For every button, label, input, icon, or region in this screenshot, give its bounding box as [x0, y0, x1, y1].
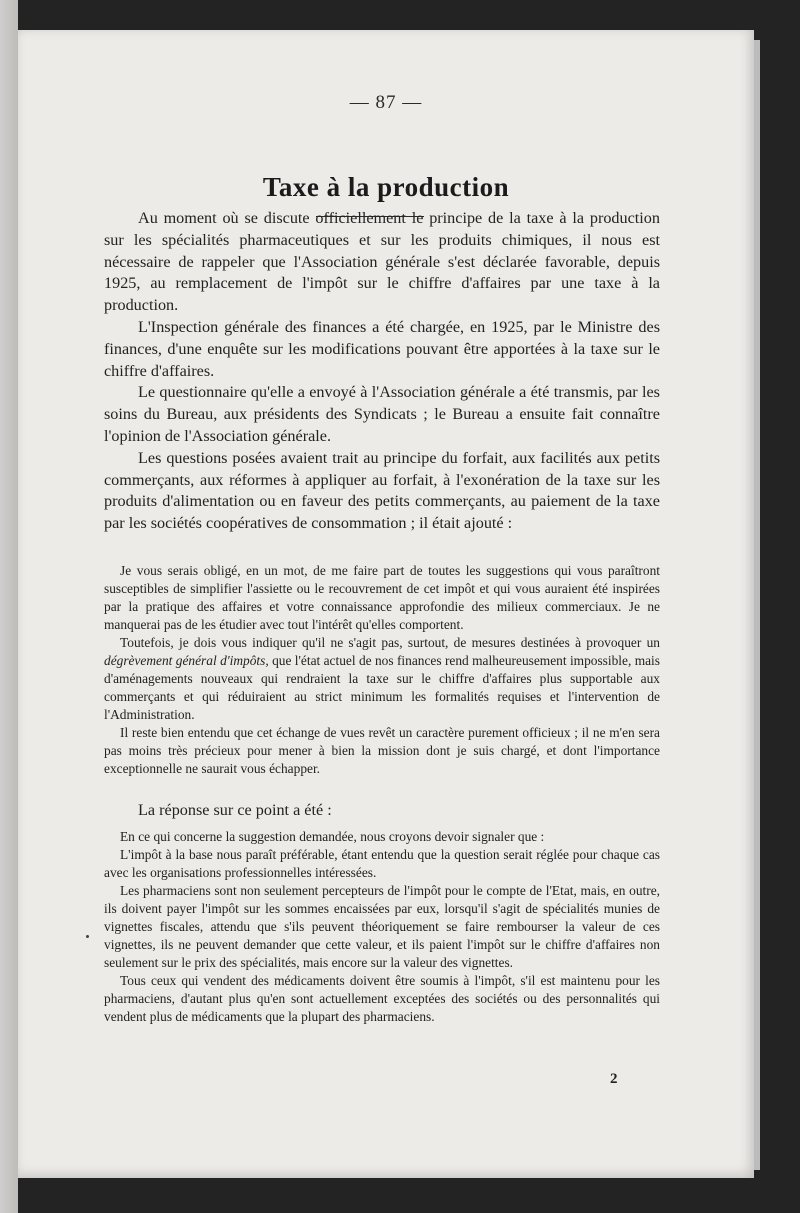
paragraph-4: Les questions posées avaient trait au principe du forfait, aux facilités aux petits commerçants, aux réformes à appliquer au forfait, à l'exonération de la taxe sur les produits d'alimentation ou en faveur des petits commerçants, au paiement de la taxe par les sociétés coopératives de consommation ; il était ajouté :: [104, 448, 660, 533]
scanner-left-edge: [0, 0, 18, 1213]
quote1-p2-end: que l'état actuel de nos finances rend malheureusement impossible, mais d'aménagements nouveaux qui rendraient la taxe sur le chiffre d'affaires plus supportable aux commerçants et qui réduiraient au strict minimum les formalités requises et l'intervention de l'Administration.: [104, 653, 660, 722]
page-number: — 87 —: [349, 92, 423, 113]
quote2-paragraph-1: En ce qui concerne la suggestion demandée, nous croyons devoir signaler que :: [120, 829, 545, 844]
page-edge-shadow: [754, 40, 760, 1170]
answer-intro-block: [104, 800, 660, 822]
quote2-paragraph-4: Tous ceux qui vendent des médicaments doivent être soumis à l'impôt, s'il est maintenu pour les pharmaciens, d'autant plus qu'en sont actuellement exceptées des sociétés ou des personnalités qui vendent plus de médicaments que la plupart des pharmaciens.: [104, 973, 660, 1024]
margin-speck: [86, 935, 89, 938]
document-page: [18, 30, 754, 1178]
answer-intro: La réponse sur ce point a été :: [138, 801, 332, 819]
quote1-p2-italic: dégrèvement général d'impôts,: [104, 653, 269, 668]
quote1-paragraph-3: Il reste bien entendu que cet échange de vues revêt un caractère purement officieux ; il ne m'en sera pas moins très précieux pour mener à bien la mission dont je suis chargé, et dont l'importance exceptionnelle ne saurait vous échapper.: [104, 725, 660, 776]
intro-section: [104, 208, 660, 535]
paragraph-2: L'Inspection générale des finances a été chargée, en 1925, par le Ministre des finances, d'une enquête sur les modifications pouvant être apportées à la taxe sur le chiffre d'affaires.: [104, 317, 660, 380]
quote2-paragraph-2: L'impôt à la base nous paraît préférable, étant entendu que la question serait réglée pour chaque cas avec les organisations professionnelles intéressées.: [104, 847, 660, 880]
answer-quote: [104, 828, 660, 1026]
quote1-paragraph-1: Je vous serais obligé, en un mot, de me faire part de toutes les suggestions qui vous paraîtront susceptibles de simplifier l'assiette ou le recouvrement de cet impôt et qui vous auraient été inspirées par la pratique des affaires et votre connaissance approfondie des milieux commerciaux. Je ne manquerai pas de les étudier avec tout l'intérêt qu'elles comportent.: [104, 563, 660, 632]
page-title: Taxe à la production: [262, 172, 510, 202]
quote1-p2-start: Toutefois, je dois vous indiquer qu'il ne s'agit pas, surtout, de mesures destinées à provoquer un: [120, 635, 660, 650]
paragraph-1: Au moment où se discute officiellement le principe de la taxe à la production sur les spécialités pharmaceutiques et sur les produits chimiques, il nous est nécessaire de rappeler que l'Association générale s'est déclarée favorable, depuis 1925, au remplacement de l'impôt sur le chiffre d'affaires par une taxe à la production.: [104, 209, 660, 315]
quote2-paragraph-3: Les pharmaciens sont non seulement percepteurs de l'impôt pour le compte de l'Etat, mais, en outre, ils doivent payer l'impôt sur les sommes encaissées par eux, lorsqu'il s'agit de spécialités munies de vignettes fiscales, attendu que s'ils peuvent théoriquement se faire rembourser la valeur de ces vignettes, ils ne peuvent demander que cette valeur, et ils paient l'impôt sur le chiffre d'affaires non seulement sur le prix des spécialités, mais encore sur la valeur des vignettes.: [104, 883, 660, 970]
signature-mark: 2: [610, 1071, 618, 1087]
ministerial-quote: [104, 562, 660, 778]
quote1-paragraph-2: [104, 634, 660, 724]
paragraph-3: Le questionnaire qu'elle a envoyé à l'Association générale a été transmis, par les soins du Bureau, aux présidents des Syndicats ; le Bureau a ensuite fait connaître l'opinion de l'Association générale.: [104, 383, 660, 445]
